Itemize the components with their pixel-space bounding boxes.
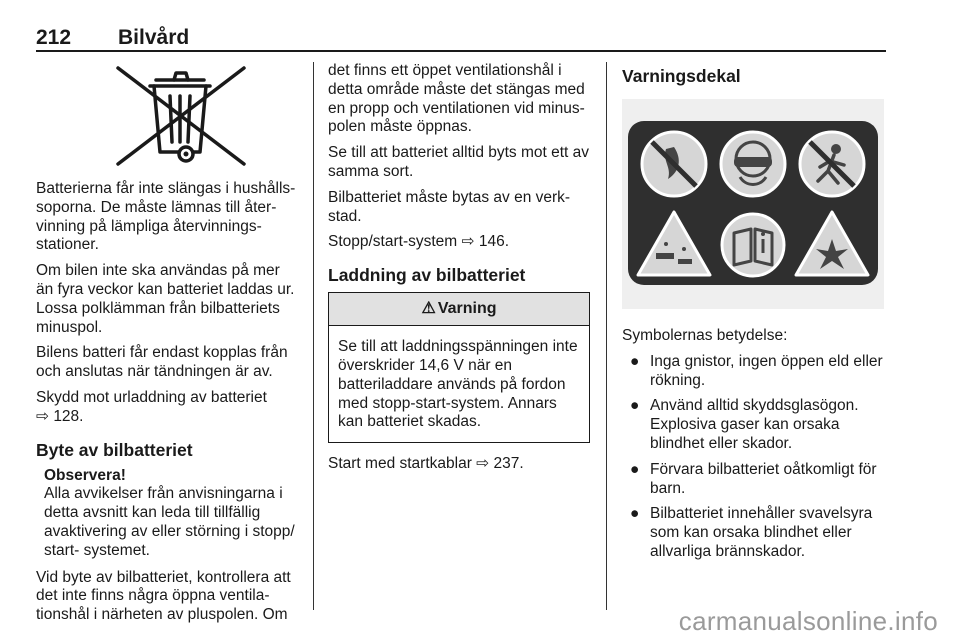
crossed-bin-icon	[36, 62, 300, 168]
warning-text: Se till att laddningsspänningen inte överskrider 14,6 V när en batteriladdare används på fordon med stopp-start-system. Annars kan batteriet skadas.	[338, 338, 578, 431]
page-ref-arrow-icon[interactable]: ⇨	[476, 455, 490, 473]
page-header	[36, 26, 886, 52]
section-heading: Varningsdekal	[622, 66, 741, 86]
warning-label-image	[622, 99, 884, 309]
reference-text: Start med startkablar	[328, 455, 472, 473]
paragraph: det finns ett öppet ventilationshål i detta område måste det stängas med en propp och ventilationen vid minuspolen måste öppnas.	[328, 62, 585, 136]
notice-title: Observera!	[44, 466, 126, 484]
section-title: Bilvård	[118, 26, 190, 49]
column-left	[36, 62, 300, 632]
header-rule	[36, 50, 886, 52]
keep-away-from-children-icon	[800, 132, 864, 196]
bullet-icon: ●	[630, 460, 640, 478]
bullet-icon: ●	[630, 352, 640, 370]
page-ref-arrow-icon[interactable]: ⇨	[36, 407, 49, 425]
paragraph: Batterierna får inte slängas i hushållssoporna. De måste lämnas till återvinning på lämpliga återvinningsstationer.	[36, 180, 296, 254]
section-heading: Laddning av bilbatteriet	[328, 265, 526, 286]
paragraph	[36, 389, 300, 427]
column-right	[622, 62, 886, 569]
paragraph: Se till att batteriet alltid byts mot ett av samma sort.	[328, 144, 590, 180]
no-fire-icon	[642, 132, 706, 196]
paragraph: Om bilen inte ska användas på mer än fyra veckor kan batteriet laddas ur. Lossa polklämman från bilbatteriets minuspol.	[36, 262, 295, 336]
reference-text: Stopp/start-system	[328, 233, 458, 251]
warning-title: Varning	[437, 299, 497, 317]
page-number: 212	[36, 26, 72, 49]
page-ref-arrow-icon[interactable]: ⇨	[461, 233, 475, 251]
paragraph: Bilbatteriet måste bytas av en verkstad.	[328, 188, 571, 225]
column-divider	[606, 62, 607, 610]
page-reference[interactable]: 237.	[493, 455, 524, 473]
paragraph: Vid byte av bilbatteriet, kontrollera att det inte finns några öppna ventilationshål i närheten av pluspolen. Om	[36, 568, 291, 624]
symbol-list	[622, 353, 886, 562]
column-middle	[328, 62, 590, 481]
page-reference[interactable]: 146.	[478, 233, 510, 251]
paragraph	[328, 233, 590, 252]
warning-box	[328, 292, 590, 443]
bullet-icon: ●	[630, 505, 640, 523]
column-divider	[313, 62, 314, 610]
notice-text: Alla avvikelser från anvisningarna i detta avsnitt kan leda till tillfällig avaktivering av eller störning i stopp/ start- systemet.	[44, 485, 295, 559]
intro-text: Symbolernas betydelse:	[622, 327, 788, 344]
watermark: carmanualsonline.info	[678, 606, 938, 636]
page-reference[interactable]: 128.	[53, 407, 84, 425]
paragraph	[328, 455, 590, 474]
list-item: ● Bilbatteriet innehåller svavelsyra som kan orsaka blindhet eller allvarliga brännskador.	[630, 505, 873, 560]
notice-block	[36, 467, 300, 561]
list-item: ● Förvara bilbatteriet oåtkomligt för barn.	[630, 460, 877, 497]
warning-triangle-icon: ⚠	[421, 299, 436, 317]
bullet-icon: ●	[630, 397, 640, 415]
goggles-icon	[721, 132, 785, 196]
list-item: ● Använd alltid skyddsglasögon. Explosiva gaser kan orsaka blindhet eller skador.	[630, 397, 859, 452]
section-heading: Byte av bilbatteriet	[36, 439, 193, 460]
warning-header	[329, 293, 589, 326]
paragraph: Bilens batteri får endast kopplas från och anslutas när tändningen är av.	[36, 344, 288, 381]
read-manual-icon	[722, 214, 784, 276]
list-item: ● Inga gnistor, ingen öppen eld eller rökning.	[630, 352, 883, 389]
reference-text: Skydd mot urladdning av batteriet	[36, 388, 267, 406]
